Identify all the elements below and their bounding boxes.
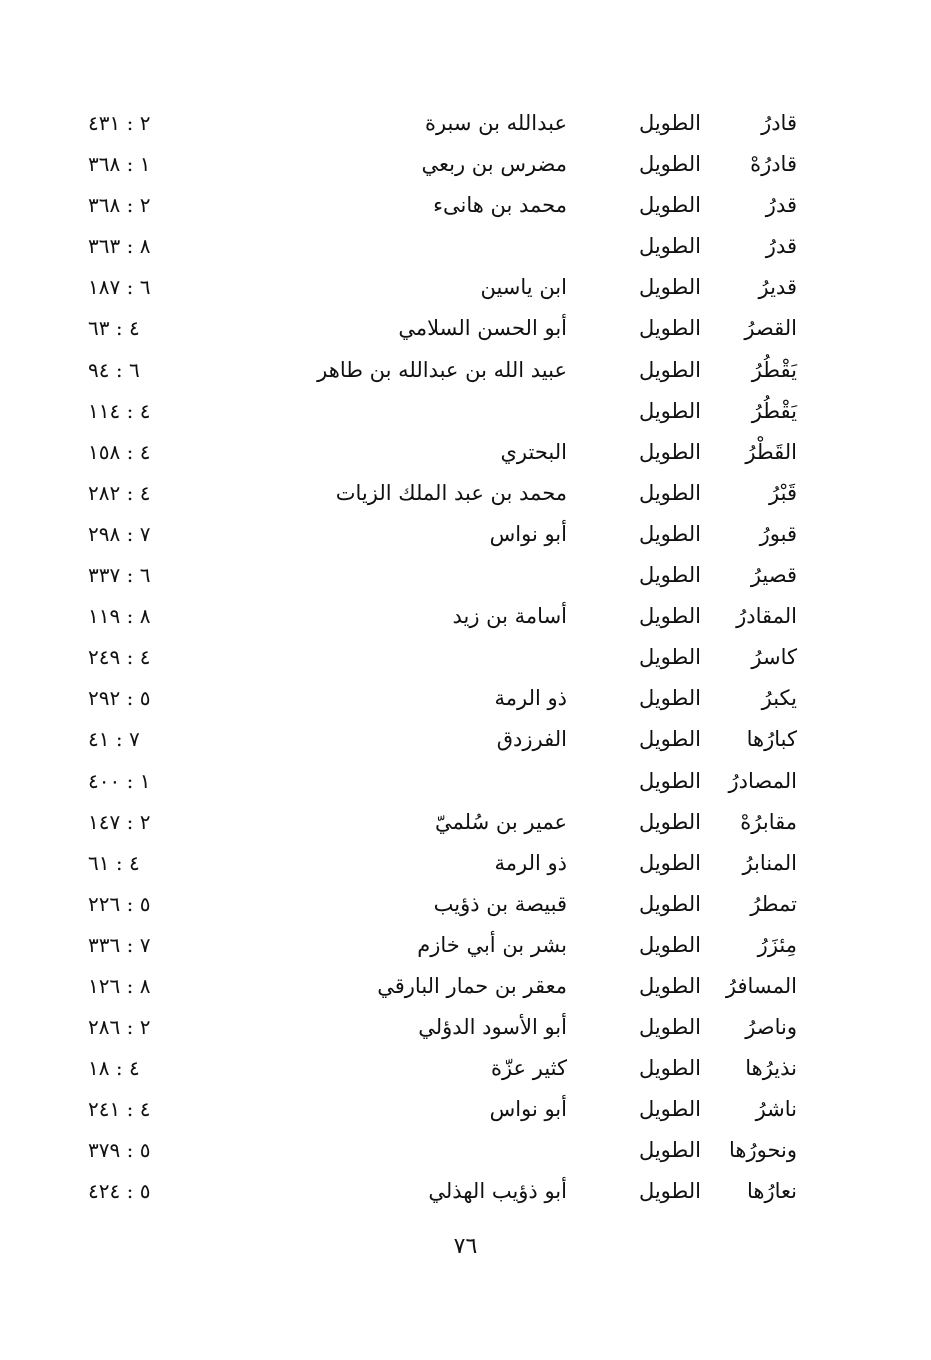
rhyme-word: يكبرُ bbox=[761, 686, 797, 711]
poet-name: أسامة بن زيد bbox=[452, 604, 567, 629]
table-row bbox=[0, 925, 931, 966]
meter-name: الطويل bbox=[638, 850, 701, 875]
reference-number: ٦ : ١٨٧ bbox=[88, 275, 151, 300]
meter-name: الطويل bbox=[638, 357, 701, 382]
table-row bbox=[0, 884, 931, 925]
table-row bbox=[0, 226, 931, 267]
table-row bbox=[0, 103, 931, 144]
meter-name: الطويل bbox=[638, 521, 701, 546]
reference-number: ١ : ٣٦٨ bbox=[88, 152, 151, 177]
table-row bbox=[0, 1089, 931, 1130]
poet-name: الفرزدق bbox=[496, 727, 567, 752]
meter-name: الطويل bbox=[638, 768, 701, 793]
reference-number: ٨ : ١١٩ bbox=[88, 604, 151, 629]
table-row bbox=[0, 432, 931, 473]
reference-number: ٥ : ٣٧٩ bbox=[88, 1138, 151, 1163]
meter-name: الطويل bbox=[638, 275, 701, 300]
table-row bbox=[0, 185, 931, 226]
rhyme-word: نعارُها bbox=[747, 1179, 797, 1204]
table-row bbox=[0, 473, 931, 514]
rhyme-word: القَطْرُ bbox=[745, 439, 797, 464]
table-row bbox=[0, 144, 931, 185]
reference-number: ٤ : ١٥٨ bbox=[88, 439, 151, 464]
meter-name: الطويل bbox=[638, 152, 701, 177]
rhyme-word: قدرُ bbox=[765, 234, 797, 259]
table-row bbox=[0, 719, 931, 760]
poet-name: محمد بن هانىء bbox=[433, 193, 567, 218]
meter-name: الطويل bbox=[638, 809, 701, 834]
meter-name: الطويل bbox=[638, 891, 701, 916]
rhyme-word: المصادرُ bbox=[728, 768, 797, 793]
poet-name: معقر بن حمار البارقي bbox=[377, 973, 567, 998]
poet-name: أبو نواس bbox=[489, 1097, 567, 1122]
poet-name: أبو ذؤيب الهذلي bbox=[428, 1179, 567, 1204]
reference-number: ٥ : ٤٢٤ bbox=[88, 1179, 151, 1204]
table-row bbox=[0, 678, 931, 719]
rhyme-word: يَقْطُرُ bbox=[751, 357, 797, 382]
meter-name: الطويل bbox=[638, 932, 701, 957]
rhyme-word: القصرُ bbox=[744, 316, 797, 341]
rhyme-word: المنابرُ bbox=[742, 850, 797, 875]
rhyme-word: ونحورُها bbox=[728, 1138, 797, 1163]
meter-name: الطويل bbox=[638, 563, 701, 588]
rhyme-word: نذيرُها bbox=[745, 1056, 797, 1081]
meter-name: الطويل bbox=[638, 1179, 701, 1204]
reference-number: ٢ : ٢٨٦ bbox=[88, 1015, 151, 1040]
poet-name: ذو الرمة bbox=[494, 686, 567, 711]
meter-name: الطويل bbox=[638, 973, 701, 998]
table-row bbox=[0, 843, 931, 884]
meter-name: الطويل bbox=[638, 604, 701, 629]
reference-number: ٤ : ٦١ bbox=[88, 850, 140, 875]
meter-name: الطويل bbox=[638, 398, 701, 423]
rhyme-word: مقابرُهْ bbox=[740, 809, 797, 834]
poet-name: البحتري bbox=[500, 439, 567, 464]
rhyme-word: كبارُها bbox=[746, 727, 797, 752]
reference-number: ٦ : ٩٤ bbox=[88, 357, 140, 382]
rhyme-word: المسافرُ bbox=[725, 973, 797, 998]
table-row bbox=[0, 308, 931, 349]
poet-name: أبو نواس bbox=[489, 521, 567, 546]
meter-name: الطويل bbox=[638, 316, 701, 341]
table-row bbox=[0, 761, 931, 802]
table-row bbox=[0, 1130, 931, 1171]
table-row bbox=[0, 1171, 931, 1212]
rhyme-word: مِئزَرُ bbox=[757, 932, 797, 957]
table-row bbox=[0, 1007, 931, 1048]
meter-name: الطويل bbox=[638, 1015, 701, 1040]
meter-name: الطويل bbox=[638, 193, 701, 218]
reference-number: ٢ : ١٤٧ bbox=[88, 809, 151, 834]
meter-name: الطويل bbox=[638, 480, 701, 505]
table-row bbox=[0, 802, 931, 843]
reference-number: ٤ : ٢٤٩ bbox=[88, 645, 151, 670]
table-row bbox=[0, 637, 931, 678]
table-row bbox=[0, 1048, 931, 1089]
poet-name: مضرس بن ربعي bbox=[421, 152, 567, 177]
reference-number: ٧ : ٢٩٨ bbox=[88, 521, 151, 546]
poet-name: عمير بن سُلميّ bbox=[435, 809, 567, 834]
poet-name: عبيد الله بن عبدالله بن طاهر bbox=[317, 357, 567, 382]
index-table bbox=[0, 103, 931, 1213]
meter-name: الطويل bbox=[638, 439, 701, 464]
reference-number: ٢ : ٣٦٨ bbox=[88, 193, 151, 218]
poet-name: أبو الأسود الدؤلي bbox=[418, 1015, 567, 1040]
reference-number: ٦ : ٣٣٧ bbox=[88, 563, 151, 588]
meter-name: الطويل bbox=[638, 727, 701, 752]
table-row bbox=[0, 555, 931, 596]
poet-name: ذو الرمة bbox=[494, 850, 567, 875]
poet-name: ابن ياسين bbox=[480, 275, 567, 300]
rhyme-word: تمطرُ bbox=[750, 891, 797, 916]
reference-number: ٧ : ٣٣٦ bbox=[88, 932, 151, 957]
rhyme-word: قدرُ bbox=[765, 193, 797, 218]
table-row bbox=[0, 966, 931, 1007]
poet-name: محمد بن عبد الملك الزيات bbox=[335, 480, 567, 505]
reference-number: ٥ : ٢٢٦ bbox=[88, 891, 151, 916]
table-row bbox=[0, 350, 931, 391]
poet-name: أبو الحسن السلامي bbox=[398, 316, 567, 341]
meter-name: الطويل bbox=[638, 1097, 701, 1122]
reference-number: ٤ : ٢٤١ bbox=[88, 1097, 151, 1122]
meter-name: الطويل bbox=[638, 686, 701, 711]
rhyme-word: قَبْرُ bbox=[769, 480, 797, 505]
reference-number: ٤ : ٢٨٢ bbox=[88, 480, 151, 505]
reference-number: ٢ : ٤٣١ bbox=[88, 111, 151, 135]
rhyme-word: قادرُهْ bbox=[750, 152, 797, 177]
rhyme-word: قبورُ bbox=[759, 521, 797, 546]
rhyme-word: قادرُ bbox=[761, 111, 797, 135]
page-number: ٧٦ bbox=[453, 1234, 478, 1259]
table-row bbox=[0, 391, 931, 432]
poet-name: بشر بن أبي خازم bbox=[417, 932, 567, 957]
rhyme-word: المقادرُ bbox=[736, 604, 797, 629]
meter-name: الطويل bbox=[638, 645, 701, 670]
meter-name: الطويل bbox=[638, 234, 701, 259]
rhyme-word: قصيرُ bbox=[750, 563, 797, 588]
reference-number: ٤ : ١١٤ bbox=[88, 398, 151, 423]
rhyme-word: ناشرُ bbox=[755, 1097, 797, 1122]
reference-number: ٤ : ٦٣ bbox=[88, 316, 140, 341]
poet-name: عبدالله بن سبرة bbox=[424, 111, 567, 135]
meter-name: الطويل bbox=[638, 111, 701, 135]
poet-name: كثير عزّة bbox=[490, 1056, 567, 1081]
rhyme-word: قديرُ bbox=[758, 275, 797, 300]
reference-number: ٨ : ١٢٦ bbox=[88, 973, 151, 998]
meter-name: الطويل bbox=[638, 1138, 701, 1163]
reference-number: ٧ : ٤١ bbox=[88, 727, 140, 752]
reference-number: ٤ : ١٨ bbox=[88, 1056, 140, 1081]
table-row bbox=[0, 267, 931, 308]
reference-number: ٨ : ٣٦٣ bbox=[88, 234, 151, 259]
table-row bbox=[0, 596, 931, 637]
rhyme-word: وناصرُ bbox=[745, 1015, 797, 1040]
meter-name: الطويل bbox=[638, 1056, 701, 1081]
reference-number: ٥ : ٢٩٢ bbox=[88, 686, 151, 711]
table-row bbox=[0, 514, 931, 555]
rhyme-word: يَقْطُرُ bbox=[751, 398, 797, 423]
poet-name: قبيصة بن ذؤيب bbox=[433, 891, 567, 916]
rhyme-word: كاسرُ bbox=[751, 645, 797, 670]
reference-number: ١ : ٤٠٠ bbox=[88, 768, 151, 793]
